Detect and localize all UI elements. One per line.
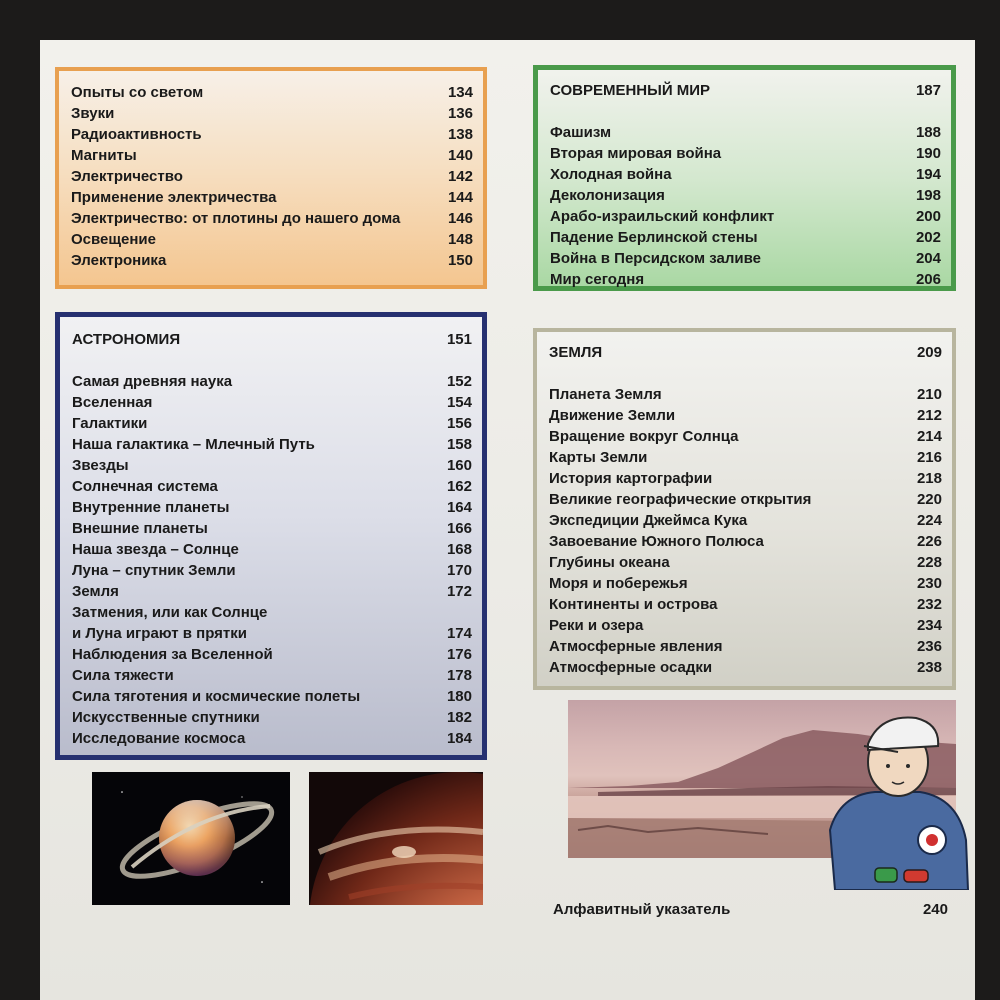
toc-entry-title: Внешние планеты	[72, 520, 208, 537]
toc-entry-title: Луна – спутник Земли	[72, 562, 236, 579]
toc-entry-title: Моря и побережья	[549, 575, 688, 592]
toc-entry-page: 218	[916, 470, 942, 487]
toc-entry-page: 212	[916, 407, 942, 424]
toc-entry-title: Планета Земля	[549, 386, 662, 403]
toc-entry-title: Фашизм	[550, 124, 612, 141]
toc-entry[interactable]	[550, 227, 941, 248]
toc-entry-page: 238	[916, 659, 942, 676]
toc-entry-page: 182	[446, 709, 472, 726]
toc-entry-page: 162	[446, 478, 472, 495]
toc-entry-title: Карты Земли	[549, 449, 648, 466]
toc-entry-title: Реки и озера	[549, 617, 644, 634]
toc-entry-title: Опыты со светом	[71, 84, 204, 101]
toc-entry-title: Исследование космоса	[72, 730, 246, 747]
toc-entry-page: 154	[446, 394, 472, 411]
toc-entry[interactable]	[549, 489, 942, 510]
toc-entry-page: 168	[446, 541, 472, 558]
toc-entry[interactable]	[549, 405, 942, 426]
modern-heading	[550, 80, 941, 101]
toc-entry-title: Магниты	[71, 147, 137, 164]
toc-entry-page: 138	[447, 126, 473, 143]
toc-entry-title: Сила тяжести	[72, 667, 174, 684]
toc-entry-title: Земля	[72, 583, 119, 600]
toc-entry-page: 152	[446, 373, 472, 390]
alphabetical-index-page: 240	[922, 901, 948, 918]
toc-entry-title: Великие географические открытия	[549, 491, 812, 508]
earth-contents-box	[533, 328, 956, 690]
toc-entry-page: 202	[915, 229, 941, 246]
toc-entry-title: Холодная война	[550, 166, 672, 183]
toc-entry-page: 176	[446, 646, 472, 663]
toc-entry[interactable]	[72, 602, 472, 644]
toc-entry-title: Солнечная система	[72, 478, 218, 495]
modern-heading-title: СОВРЕМЕННЫЙ МИР	[550, 82, 711, 99]
alphabetical-index-title: Алфавитный указатель	[553, 901, 731, 918]
toc-entry[interactable]	[72, 665, 472, 686]
toc-entry[interactable]	[72, 455, 472, 476]
toc-entry[interactable]	[72, 686, 472, 707]
toc-entry-title: Наблюдения за Вселенной	[72, 646, 273, 663]
toc-entry-title: Применение электричества	[71, 189, 277, 206]
toc-entry-page: 206	[915, 271, 941, 288]
toc-entry[interactable]	[72, 413, 472, 434]
astronomy-heading-title: АСТРОНОМИЯ	[72, 331, 181, 348]
toc-entry-page: 220	[916, 491, 942, 508]
toc-entry-page: 198	[915, 187, 941, 204]
physics-list	[71, 82, 473, 271]
toc-entry-title: Звуки	[71, 105, 115, 122]
toc-entry[interactable]	[549, 552, 942, 573]
jupiter-photo	[309, 772, 483, 905]
toc-entry[interactable]	[550, 122, 941, 143]
toc-entry-title: Внутренние планеты	[72, 499, 230, 516]
astronomy-contents-box	[55, 312, 487, 760]
toc-entry[interactable]	[72, 476, 472, 497]
toc-entry-page: 210	[916, 386, 942, 403]
toc-entry-title: Радиоактивность	[71, 126, 202, 143]
toc-entry[interactable]	[71, 187, 473, 208]
toc-entry[interactable]	[71, 145, 473, 166]
toc-entry[interactable]	[549, 573, 942, 594]
toc-entry-page: 234	[916, 617, 942, 634]
toc-entry[interactable]	[550, 164, 941, 185]
toc-entry-title: Движение Земли	[549, 407, 676, 424]
toc-entry[interactable]	[72, 392, 472, 413]
modern-heading-page: 187	[915, 82, 941, 99]
toc-entry[interactable]	[549, 468, 942, 489]
toc-entry[interactable]	[71, 229, 473, 250]
toc-entry-page: 166	[446, 520, 472, 537]
modern-list	[550, 122, 941, 290]
toc-entry[interactable]	[72, 560, 472, 581]
toc-entry-title: Вращение вокруг Солнца	[549, 428, 739, 445]
toc-entry-title: Наша галактика – Млечный Путь	[72, 436, 315, 453]
toc-entry-title: Арабо-израильский конфликт	[550, 208, 775, 225]
toc-entry-title: Деколонизация	[550, 187, 665, 204]
toc-entry[interactable]	[72, 539, 472, 560]
toc-entry[interactable]	[71, 124, 473, 145]
toc-entry-page: 140	[447, 147, 473, 164]
toc-entry-title: Освещение	[71, 231, 156, 248]
toc-entry-title: Наша звезда – Солнце	[72, 541, 239, 558]
toc-entry-page: 170	[446, 562, 472, 579]
saturn-photo	[92, 772, 290, 905]
modern-world-contents-box	[533, 65, 956, 291]
toc-entry-page: 158	[446, 436, 472, 453]
toc-entry-title: Искусственные спутники	[72, 709, 260, 726]
toc-entry-title: Континенты и острова	[549, 596, 718, 613]
toc-entry[interactable]	[550, 185, 941, 206]
toc-entry-page: 148	[447, 231, 473, 248]
toc-entry-page: 190	[915, 145, 941, 162]
toc-entry-title: Война в Персидском заливе	[550, 250, 761, 267]
toc-entry[interactable]	[72, 581, 472, 602]
toc-entry-page: 180	[446, 688, 472, 705]
toc-entry-page: 164	[446, 499, 472, 516]
astronomy-list	[72, 371, 472, 749]
toc-entry-title: Экспедиции Джеймса Кука	[549, 512, 748, 529]
boy-with-cap-illustration	[820, 700, 970, 890]
toc-entry[interactable]	[71, 166, 473, 187]
toc-entry[interactable]	[549, 636, 942, 657]
toc-entry-page: 200	[915, 208, 941, 225]
toc-entry[interactable]	[72, 644, 472, 665]
toc-entry-title: Глубины океана	[549, 554, 670, 571]
toc-entry-page: 184	[446, 730, 472, 747]
toc-entry[interactable]	[72, 434, 472, 455]
toc-entry-page: 174	[446, 625, 472, 642]
toc-entry[interactable]	[549, 657, 942, 678]
toc-entry-page: 214	[916, 428, 942, 445]
earth-heading-page: 209	[916, 344, 942, 361]
toc-entry-page: 232	[916, 596, 942, 613]
toc-entry-title: История картографии	[549, 470, 713, 487]
toc-entry-title: Электроника	[71, 252, 167, 269]
toc-entry-page: 178	[446, 667, 472, 684]
toc-entry[interactable]	[72, 518, 472, 539]
toc-entry-page: 160	[446, 457, 472, 474]
toc-entry[interactable]	[72, 497, 472, 518]
toc-entry[interactable]	[549, 615, 942, 636]
toc-entry[interactable]	[71, 208, 473, 229]
toc-entry-title: Вторая мировая война	[550, 145, 722, 162]
toc-entry[interactable]	[549, 594, 942, 615]
toc-entry-page: 236	[916, 638, 942, 655]
earth-heading	[549, 342, 942, 363]
toc-entry[interactable]	[550, 206, 941, 227]
toc-entry[interactable]	[71, 103, 473, 124]
toc-entry-page: 150	[447, 252, 473, 269]
toc-entry-title: Затмения, или как Солнце и Луна играют в прятки	[72, 604, 268, 642]
toc-entry-title: Самая древняя наука	[72, 373, 233, 390]
earth-list	[549, 384, 942, 678]
toc-entry[interactable]	[549, 447, 942, 468]
toc-entry-page: 172	[446, 583, 472, 600]
toc-entry-page: 230	[916, 575, 942, 592]
toc-entry-title: Падение Берлинской стены	[550, 229, 758, 246]
toc-entry-page: 134	[447, 84, 473, 101]
astronomy-heading-page: 151	[446, 331, 472, 348]
astronomy-heading	[72, 329, 472, 350]
toc-entry-title: Вселенная	[72, 394, 153, 411]
toc-entry[interactable]	[71, 250, 473, 271]
toc-entry-page: 144	[447, 189, 473, 206]
toc-entry-title: Звезды	[72, 457, 129, 474]
toc-entry-title: Завоевание Южного Полюса	[549, 533, 764, 550]
toc-entry[interactable]	[71, 82, 473, 103]
toc-entry[interactable]	[72, 371, 472, 392]
toc-entry[interactable]	[550, 269, 941, 290]
toc-entry-page: 216	[916, 449, 942, 466]
toc-entry-title: Атмосферные осадки	[549, 659, 713, 676]
toc-entry-page: 226	[916, 533, 942, 550]
toc-entry-page: 228	[916, 554, 942, 571]
toc-entry-page: 156	[446, 415, 472, 432]
toc-entry-title: Галактики	[72, 415, 148, 432]
toc-entry-page: 194	[915, 166, 941, 183]
toc-entry-title: Атмосферные явления	[549, 638, 723, 655]
toc-entry-title: Мир сегодня	[550, 271, 645, 288]
toc-entry-page: 204	[915, 250, 941, 267]
toc-entry[interactable]	[549, 531, 942, 552]
toc-entry[interactable]	[72, 728, 472, 749]
toc-entry[interactable]	[550, 143, 941, 164]
physics-contents-box	[55, 67, 487, 289]
toc-entry[interactable]	[550, 248, 941, 269]
earth-heading-title: ЗЕМЛЯ	[549, 344, 603, 361]
toc-entry[interactable]	[549, 426, 942, 447]
toc-entry-title: Электричество: от плотины до нашего дома	[71, 210, 401, 227]
toc-entry[interactable]	[549, 384, 942, 405]
toc-entry-title: Сила тяготения и космические полеты	[72, 688, 361, 705]
toc-entry-page: 188	[915, 124, 941, 141]
alphabetical-index-entry[interactable]	[553, 901, 948, 918]
toc-entry-page: 136	[447, 105, 473, 122]
toc-entry[interactable]	[549, 510, 942, 531]
toc-entry-page: 146	[447, 210, 473, 227]
toc-entry-page: 224	[916, 512, 942, 529]
toc-entry-page: 142	[447, 168, 473, 185]
toc-entry[interactable]	[72, 707, 472, 728]
toc-entry-title: Электричество	[71, 168, 183, 185]
